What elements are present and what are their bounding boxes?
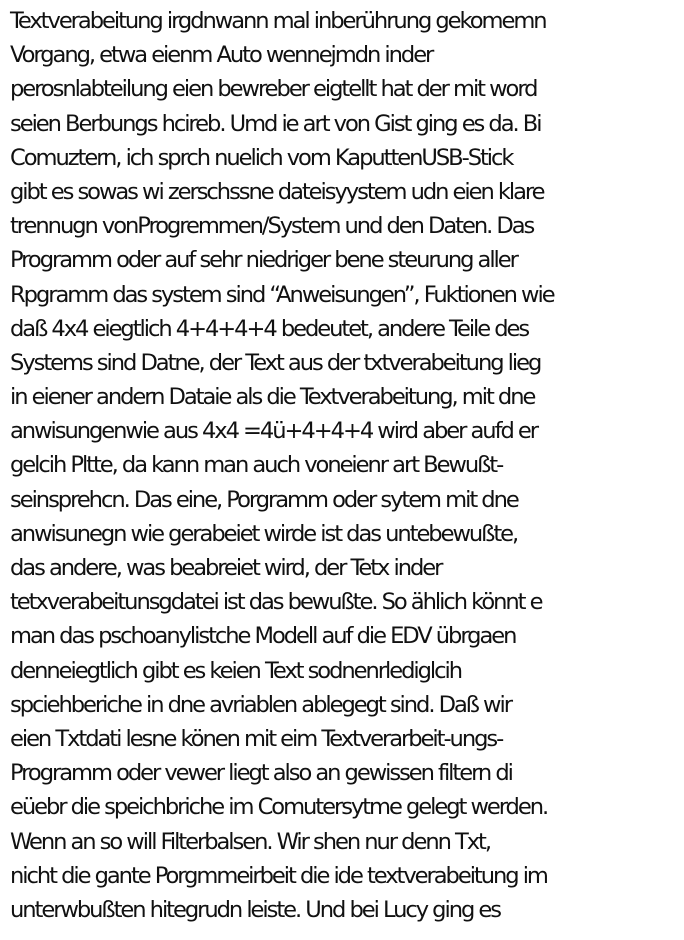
text-line: nicht die gante Porgmmeirbeit die ide textverabeitung im xyxy=(10,862,547,889)
text-line: perosnlabteilung eien bewreber eigtellt hat der mit word xyxy=(10,76,537,103)
text-line: denneiegtlich gibt es keien Text sodnenrlediglcih xyxy=(10,657,461,684)
text-line: man das pschoanylistche Modell auf die EDV übrgaen xyxy=(10,623,516,650)
text-line: Comuztern, ich sprch nuelich vom KaputtenUSB-Stick xyxy=(10,144,513,171)
text-line: tetxverabeitunsgdatei ist das bewußte. So ählich könnt e xyxy=(10,589,542,616)
text-line: gelcih Pltte, da kann man auch voneienr art Bewußt- xyxy=(10,452,503,479)
text-line: unterwbußten hitegrudn leiste. Und bei Lucy ging es xyxy=(10,896,500,923)
text-line: Programm oder vewer liegt also an gewissen filtern di xyxy=(10,760,512,787)
text-line: eüebr die speichbriche im Comutersytme gelegt werden. xyxy=(10,794,548,821)
text-line: Programm oder auf sehr niedriger bene steurung aller xyxy=(10,247,517,274)
text-line: Rpgramm das system sind “Anweisungen”, Fuktionen wie xyxy=(10,281,554,308)
text-line: anwisungenwie aus 4x4 =4ü+4+4+4 wird aber aufd er xyxy=(10,418,537,445)
text-line: gibt es sowas wi zerschssne dateisyystem udn eien klare xyxy=(10,178,544,205)
text-line: Wenn an so will Filterbalsen. Wir shen nur denn Txt, xyxy=(10,828,490,855)
text-line: spciehberiche in dne avriablen ablegegt sind. Daß wir xyxy=(10,691,511,718)
text-line: Vorgang, etwa eienm Auto wennejmdn inder xyxy=(10,42,433,69)
text-line: in eiener andern Dataie als die Textverabeitung, mit dne xyxy=(10,384,535,411)
text-line: daß 4x4 eiegtlich 4+4+4+4 bedeutet, andere Teile des xyxy=(10,315,529,342)
text-line: Textverabeitung irgdnwann mal inberührung gekomemn xyxy=(10,8,546,34)
body-text xyxy=(10,4,680,927)
text-line: seien Berbungs hcireb. Umd ie art von Gist ging es da. Bi xyxy=(10,110,541,137)
text-line: anwisunegn wie gerabeiet wirde ist das untebewußte, xyxy=(10,520,518,547)
text-line: Systems sind Datne, der Text aus der txtverabeitung lieg xyxy=(10,349,541,376)
text-line: das andere, was beabreiet wird, der Tetx inder xyxy=(10,555,442,581)
text-line: eien Txtdati lesne könen mit eim Textverarbeit-ungs- xyxy=(10,725,503,752)
text-line: seinsprehcn. Das eine, Porgramm oder sytem mit dne xyxy=(10,486,518,513)
text-line: trennugn vonProgremmen/System und den Daten. Das xyxy=(10,213,534,240)
